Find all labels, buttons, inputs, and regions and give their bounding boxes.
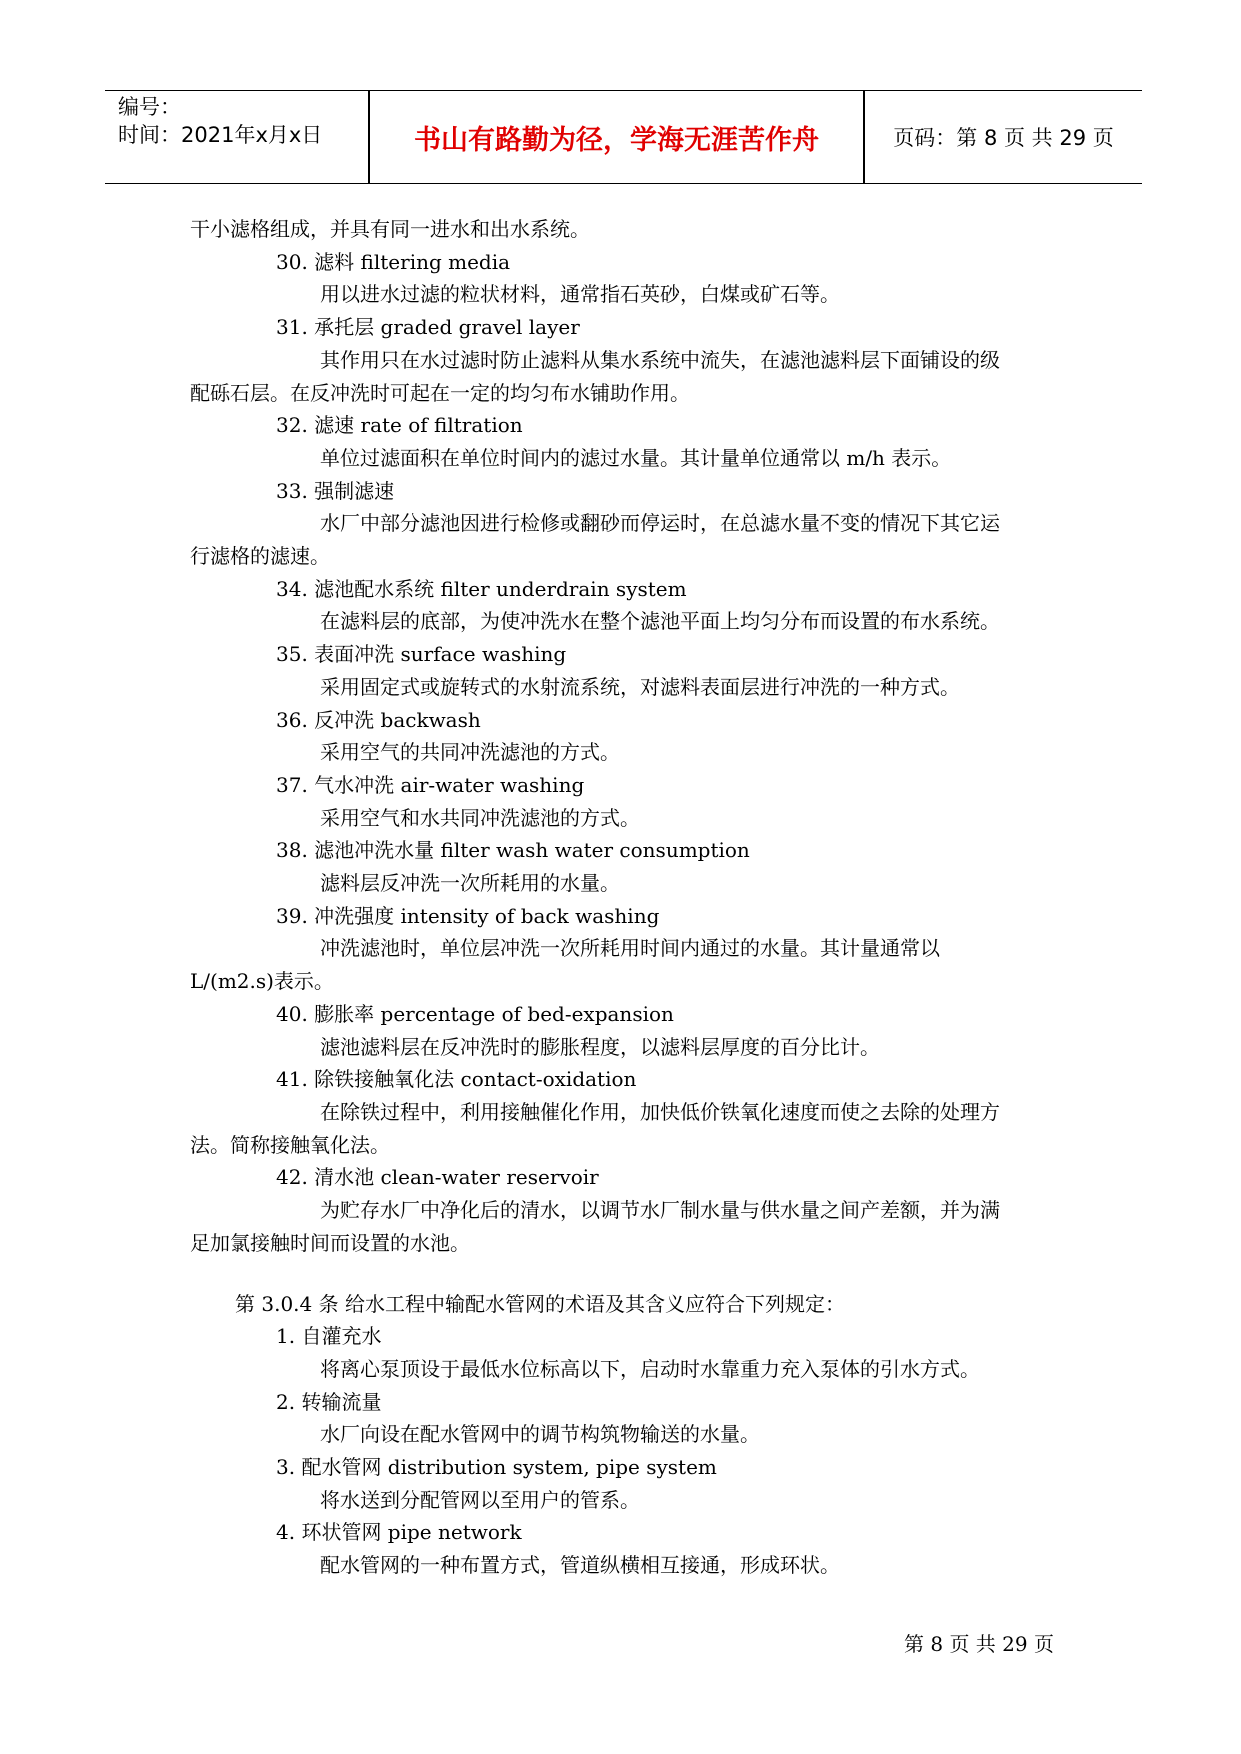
text-line: 采用固定式或旋转式的水射流系统，对滤料表面层进行冲洗的一种方式。 [320, 674, 960, 699]
text-line: 38. 滤池冲洗水量 filter wash water consumption [276, 838, 750, 863]
text-line: 39. 冲洗强度 intensity of back washing [276, 903, 660, 928]
header-motto: 书山有路勤为径，学海无涯苦作舟 [414, 124, 819, 156]
text-line: 42. 清水池 clean-water reservoir [276, 1165, 599, 1190]
text-line: 30. 滤料 filtering media [276, 249, 511, 274]
text-line: 40. 膨胀率 percentage of bed-expansion [276, 1001, 674, 1026]
text-line: 41. 除铁接触氧化法 contact-oxidation [276, 1067, 637, 1092]
text-line: 采用空气的共同冲洗滤池的方式。 [320, 740, 620, 765]
text-line: 36. 反冲洗 backwash [276, 707, 481, 732]
text-line: 在除铁过程中，利用接触催化作用，加快低价铁氧化速度而使之去除的处理方 [320, 1099, 1000, 1124]
text-line: 用以进水过滤的粒状材料，通常指石英砂，白煤或矿石等。 [320, 282, 840, 307]
header-page-label: 页码：第 8 页 共 29 页 [893, 126, 1114, 150]
text-line: 滤料层反冲洗一次所耗用的水量。 [320, 871, 620, 896]
text-line: 37. 气水冲洗 air-water washing [276, 772, 585, 797]
text-line: 足加氯接触时间而设置的水池。 [190, 1230, 470, 1255]
text-line: 水厂向设在配水管网中的调节构筑物输送的水量。 [320, 1422, 760, 1447]
text-line: 其作用只在水过滤时防止滤料从集水系统中流失，在滤池滤料层下面铺设的级 [320, 347, 1000, 372]
text-line: 配砾石层。在反冲洗时可起在一定的均匀布水铺助作用。 [190, 380, 690, 405]
text-line: 32. 滤速 rate of filtration [276, 413, 523, 438]
text-line: 干小滤格组成，并具有同一进水和出水系统。 [190, 217, 590, 241]
header-left-cell [118, 91, 368, 183]
text-line: 在滤料层的底部，为使冲洗水在整个滤池平面上均匀分布而设置的布水系统。 [320, 609, 1000, 634]
text-line: 将水送到分配管网以至用户的管系。 [320, 1487, 640, 1512]
text-line: 滤池滤料层在反冲洗时的膨胀程度，以滤料层厚度的百分比计。 [320, 1034, 880, 1059]
document-time-label: 时间：2021年x月x日 [118, 123, 323, 147]
page-footer: 第 8 页 共 29 页 [904, 1632, 1054, 1656]
document-number-label: 编号： [118, 95, 181, 119]
text-line: 为贮存水厂中净化后的清水，以调节水厂制水量与供水量之间产差额，并为满 [320, 1198, 1000, 1223]
text-line: 35. 表面冲洗 surface washing [276, 642, 567, 667]
text-line: 配水管网的一种布置方式，管道纵横相互接通，形成环状。 [320, 1553, 840, 1578]
text-line: 水厂中部分滤池因进行检修或翻砂而停运时，在总滤水量不变的情况下其它运 [320, 511, 1000, 536]
text-line: 单位过滤面积在单位时间内的滤过水量。其计量单位通常以 m/h 表示。 [320, 445, 952, 470]
document-body [190, 213, 1065, 1582]
text-line: 34. 滤池配水系统 filter underdrain system [276, 576, 687, 601]
text-line: 1. 自灌充水 [276, 1324, 382, 1349]
text-line: 法。简称接触氧化法。 [190, 1132, 390, 1157]
text-line: 第 3.0.4 条 给水工程中输配水管网的术语及其含义应符合下列规定： [235, 1291, 845, 1316]
text-line: 行滤格的滤速。 [190, 544, 330, 569]
text-line: 冲洗滤池时，单位层冲洗一次所耗用时间内通过的水量。其计量通常以 [320, 936, 940, 961]
text-line: 33. 强制滤速 [276, 478, 395, 503]
text-line: L/(m2.s)表示。 [190, 969, 334, 994]
text-line: 将离心泵顶设于最低水位标高以下，启动时水靠重力充入泵体的引水方式。 [320, 1356, 980, 1381]
text-line: 采用空气和水共同冲洗滤池的方式。 [320, 805, 640, 830]
text-line: 4. 环状管网 pipe network [276, 1520, 522, 1545]
text-line: 3. 配水管网 distribution system, pipe system [276, 1455, 717, 1480]
text-line: 2. 转输流量 [276, 1389, 382, 1414]
text-line: 31. 承托层 graded gravel layer [276, 315, 580, 340]
page-header [105, 90, 1142, 184]
